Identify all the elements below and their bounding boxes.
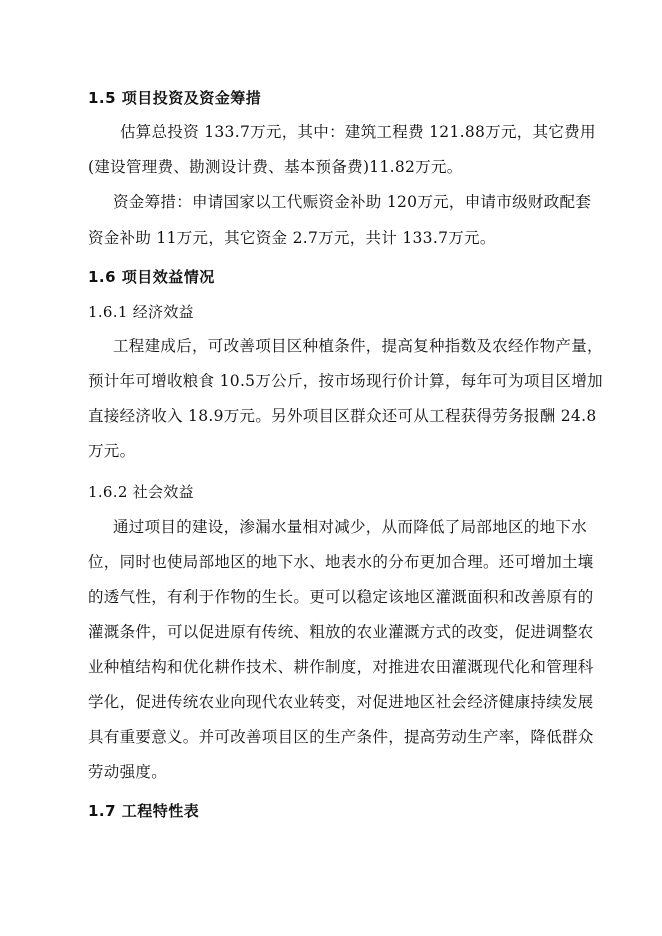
social-paragraph-line-8: 劳动强度。 — [88, 763, 168, 781]
social-paragraph-line-7: 具有重要意义。并可改善项目区的生产条件，提高劳动生产率，降低群众 — [88, 728, 594, 746]
social-paragraph-line-6: 学化，促进传统农业向现代农业转变，对促进地区社会经济健康持续发展 — [88, 693, 594, 711]
investment-paragraph-line-2: (建设管理费、勘测设计费、基本预备费)11.82万元。 — [88, 158, 463, 176]
social-paragraph-line-2: 位，同时也使局部地区的地下水、地表水的分布更加合理。还可增加土壤 — [88, 553, 594, 571]
economic-paragraph-line-2: 预计年可增收粮食 10.5万公斤，按市场现行价计算，每年可为项目区增加 — [88, 372, 603, 390]
subsection-heading-1-6-1: 1.6.1 经济效益 — [88, 303, 194, 321]
social-paragraph-line-1: 通过项目的建设，渗漏水量相对减少，从而降低了局部地区的地下水 — [113, 518, 588, 536]
section-heading-1-5: 1.5 项目投资及资金筹措 — [88, 89, 262, 107]
section-heading-1-7: 1.7 工程特性表 — [88, 802, 200, 820]
social-paragraph-line-3: 的透气性，有利于作物的生长。更可以稳定该地区灌溉面积和改善原有的 — [88, 588, 594, 606]
economic-paragraph-line-4: 万元。 — [88, 442, 136, 460]
section-heading-1-6: 1.6 项目效益情况 — [88, 268, 215, 286]
economic-paragraph-line-3: 直接经济收入 18.9万元。另外项目区群众还可从工程获得劳务报酬 24.8 — [88, 407, 597, 425]
subsection-heading-1-6-2: 1.6.2 社会效益 — [88, 483, 194, 501]
funding-paragraph-line-2: 资金补助 11万元，其它资金 2.7万元，共计 133.7万元。 — [88, 229, 496, 247]
social-paragraph-line-4: 灌溉条件，可以促进原有传统、粗放的农业灌溉方式的改变，促进调整农 — [88, 623, 594, 641]
social-paragraph-line-5: 业种植结构和优化耕作技术、耕作制度，对推进农田灌溉现代化和管理科 — [88, 658, 594, 676]
economic-paragraph-line-1: 工程建成后，可改善项目区种植条件，提高复种指数及农经作物产量， — [113, 337, 603, 355]
investment-paragraph-line-1: 估算总投资 133.7万元，其中：建筑工程费 121.88万元，其它费用 — [120, 123, 596, 141]
funding-paragraph-line-1: 资金筹措：申请国家以工代赈资金补助 120万元，申请市级财政配套 — [113, 193, 592, 211]
